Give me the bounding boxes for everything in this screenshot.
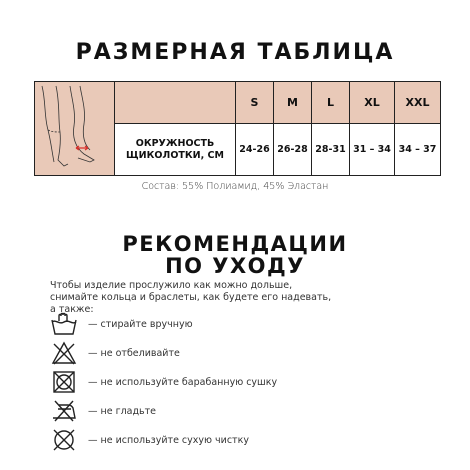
no-tumble-dry-icon xyxy=(50,369,78,395)
size-table xyxy=(34,81,441,176)
size-header: M xyxy=(274,82,312,124)
care-text: — не используйте сухую чистку xyxy=(88,434,249,446)
care-item xyxy=(50,340,450,366)
size-value: 26-28 xyxy=(274,124,312,176)
care-item xyxy=(50,369,450,395)
size-header: XXL xyxy=(395,82,441,124)
no-iron-icon xyxy=(50,398,78,424)
care-item xyxy=(50,311,450,337)
care-text: — не используйте барабанную сушку xyxy=(88,376,278,388)
size-value: 24-26 xyxy=(236,124,274,176)
size-value: 34 – 37 xyxy=(395,124,441,176)
size-header: L xyxy=(312,82,350,124)
care-text: — стирайте вручную xyxy=(88,318,193,330)
size-value: 31 – 34 xyxy=(350,124,395,176)
size-header: S xyxy=(236,82,274,124)
legs-illustration xyxy=(35,82,115,176)
size-value: 28-31 xyxy=(312,124,350,176)
no-dry-clean-icon xyxy=(50,427,78,453)
page-title: РАЗМЕРНАЯ ТАБЛИЦА xyxy=(75,40,395,65)
care-intro: Чтобы изделие прослужило как можно дольше, снимайте кольца и браслеты, как будете его надевать, а также: xyxy=(50,280,332,315)
care-text: — не отбеливайте xyxy=(88,347,180,359)
size-header: XL xyxy=(350,82,395,124)
hand-wash-icon xyxy=(50,311,78,337)
no-bleach-icon xyxy=(50,340,78,366)
composition-text: Состав: 55% Полиамид, 45% Эластан xyxy=(141,181,329,192)
care-item xyxy=(50,427,450,453)
care-text: — не гладьте xyxy=(88,405,157,417)
care-title: РЕКОМЕНДАЦИИ ПО УХОДУ xyxy=(122,232,348,278)
ankle-measure-marker xyxy=(76,146,88,150)
param-label: ОКРУЖНОСТЬ ЩИКОЛОТКИ, СМ xyxy=(115,124,236,176)
legs-icon xyxy=(36,82,114,172)
care-item xyxy=(50,398,450,424)
